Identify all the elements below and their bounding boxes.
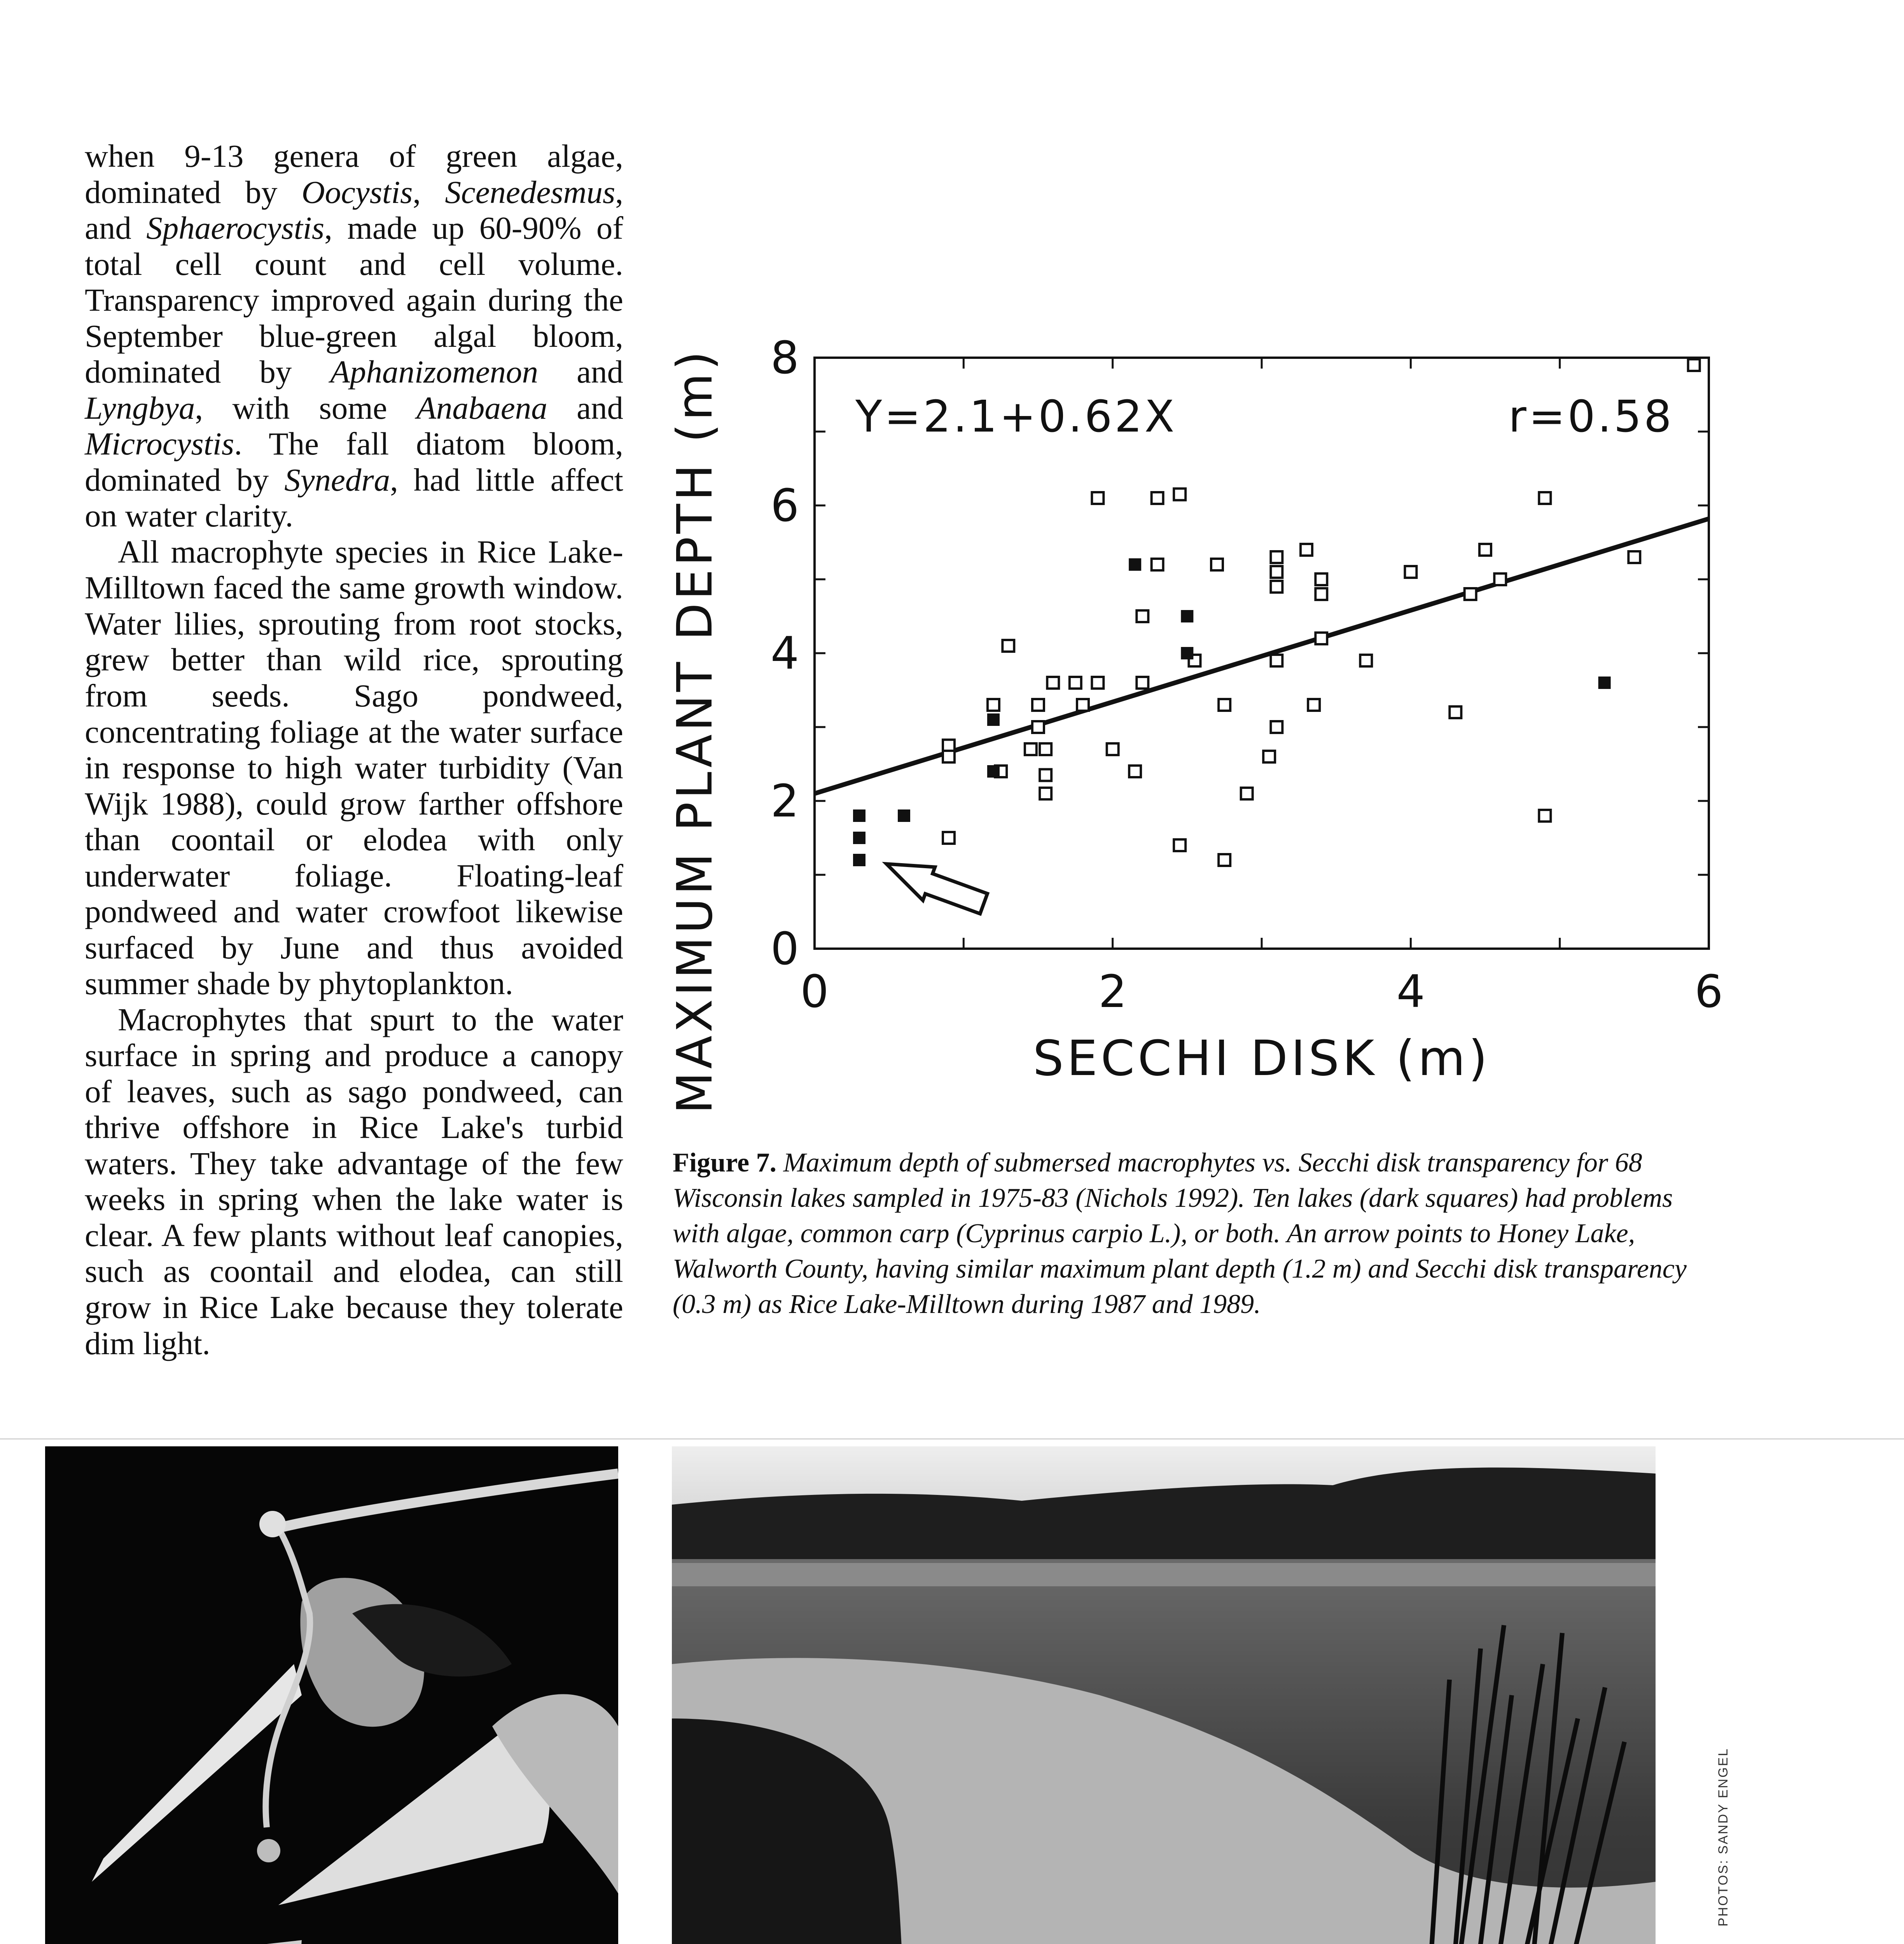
lake-point — [1271, 551, 1282, 563]
lake-point — [1129, 766, 1141, 777]
problem-lake-point — [853, 854, 865, 866]
x-tick-label: 0 — [800, 966, 829, 1018]
lake-point — [1219, 854, 1230, 866]
lake-point — [1315, 633, 1327, 644]
problem-lake-point — [1181, 647, 1193, 659]
secchi-disk-photo — [45, 1446, 618, 1944]
problem-lake-point — [988, 766, 999, 777]
lake-point — [1271, 721, 1282, 733]
lake-point — [1301, 544, 1312, 556]
problem-lake-point — [853, 832, 865, 844]
lake-point — [1174, 489, 1185, 500]
y-tick-label: 8 — [770, 332, 799, 384]
lake-point — [1315, 573, 1327, 585]
lake-point — [1628, 551, 1640, 563]
problem-lake-point — [1599, 677, 1610, 689]
lake-point — [1077, 699, 1089, 711]
x-tick-label: 6 — [1694, 966, 1723, 1018]
lake-point — [1479, 544, 1491, 556]
lake-point — [1092, 492, 1103, 504]
scatter-plot — [661, 319, 1726, 1120]
y-tick-label: 0 — [770, 923, 799, 975]
figure-7-chart — [661, 319, 1726, 1120]
lake-point — [1360, 655, 1372, 666]
lake-point — [1271, 655, 1282, 666]
problem-lake-point — [853, 810, 865, 822]
lake-point — [1494, 573, 1506, 585]
x-tick-label: 2 — [1098, 966, 1127, 1018]
lake-point — [943, 832, 955, 844]
lake-point — [988, 699, 999, 711]
figure-label: Figure 7. — [673, 1148, 777, 1178]
figure-7-caption — [673, 1145, 1691, 1322]
lake-point — [1107, 743, 1119, 755]
lake-point — [1315, 588, 1327, 600]
algae-shoreline-photo — [672, 1446, 1656, 1944]
y-axis-label: MAXIMUM PLANT DEPTH (m) — [667, 348, 723, 1114]
photo-credit: PHOTOS: SANDY ENGEL — [1716, 1747, 1731, 1927]
y-tick-label: 6 — [770, 480, 799, 532]
paragraph-macrophyte-growth: All macrophyte species in Rice Lake-Milltown faced the same growth window. Water lilies, sprouting from root stocks, grew better than wild rice, sprouting from seeds. Sago pondweed, concentrating foliage at the water surface in response to high water turbidity (Van Wijk 1988), could grow farther offshore than coontail or elodea with only underwater foliage. Floating-leaf pondweed and water crowfoot likewise surfaced by June and thus avoided summer shade by phytoplankton. — [85, 533, 623, 1002]
lake-point — [1211, 559, 1223, 570]
lake-point — [1539, 492, 1551, 504]
lake-point — [1040, 743, 1051, 755]
lake-point — [1449, 706, 1461, 718]
lake-point — [1539, 810, 1551, 822]
honey-lake-arrow — [879, 851, 990, 920]
lake-point — [1405, 566, 1416, 578]
lake-point — [1136, 677, 1148, 689]
paragraph-canopy-plants: Macrophytes that spurt to the water surface in spring and produce a canopy of leaves, such as sago pondweed, can thrive offshore in Rice Lake's turbid waters. They take advantage of the few weeks in spring when the lake water is clear. A few plants without leaf canopies, such as coontail and elodea, can still grow in Rice Lake because they tolerate dim light. — [85, 1001, 623, 1361]
lake-point — [1092, 677, 1103, 689]
lake-point — [1219, 699, 1230, 711]
lake-point — [1032, 699, 1044, 711]
y-tick-label: 2 — [770, 775, 799, 827]
lake-point — [1241, 788, 1253, 799]
lake-point — [1040, 788, 1051, 799]
lake-point — [1070, 677, 1081, 689]
lake-point — [1308, 699, 1320, 711]
lake-point — [1025, 743, 1037, 755]
lake-point — [1465, 588, 1476, 600]
lake-point — [1271, 581, 1282, 593]
plot-frame — [815, 358, 1709, 949]
lake-point — [1136, 610, 1148, 622]
lake-point — [1174, 839, 1185, 851]
lake-shoreline-illustration — [672, 1446, 1656, 1944]
problem-lake-point — [898, 810, 910, 822]
lake-point — [1263, 751, 1275, 762]
problem-lake-point — [1129, 559, 1141, 570]
problem-lake-point — [988, 714, 999, 726]
problem-lake-point — [1181, 610, 1193, 622]
lake-point — [1152, 559, 1163, 570]
lake-point — [1152, 492, 1163, 504]
lake-point — [1032, 721, 1044, 733]
lake-point — [943, 751, 955, 762]
correlation-value: r=0.58 — [1508, 392, 1674, 442]
lake-point — [1688, 359, 1700, 371]
x-tick-label: 4 — [1396, 966, 1425, 1018]
lake-point — [1271, 566, 1282, 578]
lake-point — [1040, 769, 1051, 781]
x-axis-label: SECCHI DISK (m) — [1033, 1030, 1491, 1087]
regression-equation: Y=2.1+0.62X — [855, 392, 1177, 442]
y-tick-label: 4 — [770, 628, 799, 680]
paragraph-algae-genera: when 9-13 genera of green algae, dominated by Oocystis, Scenedesmus, and Sphaerocystis, made up 60-90% of total cell count and cell volume. Transparency improved again during the September blue-green algal bloom, dominated by Aphanizomenon and Lyngbya, with some Anabaena and Microcystis. The fall diatom bloom, dominated by Synedra, had little affect on water clarity. — [85, 138, 624, 534]
body-text-column — [85, 138, 623, 1361]
secchi-disk-illustration — [45, 1446, 618, 1944]
figure-caption-text: Maximum depth of submersed macrophytes vs. Secchi disk transparency for 68 Wisconsin lakes sampled in 1975-83 (Nichols 1992). Ten lakes (dark squares) had problems with algae, common carp (Cyprinus carpio L.), or both. An arrow points to Honey Lake, Walworth County, having similar maximum plant depth (1.2 m) and Secchi disk transparency (0.3 m) as Rice Lake-Milltown during 1987 and 1989. — [673, 1148, 1687, 1319]
lake-point — [1047, 677, 1059, 689]
lake-point — [1002, 640, 1014, 652]
